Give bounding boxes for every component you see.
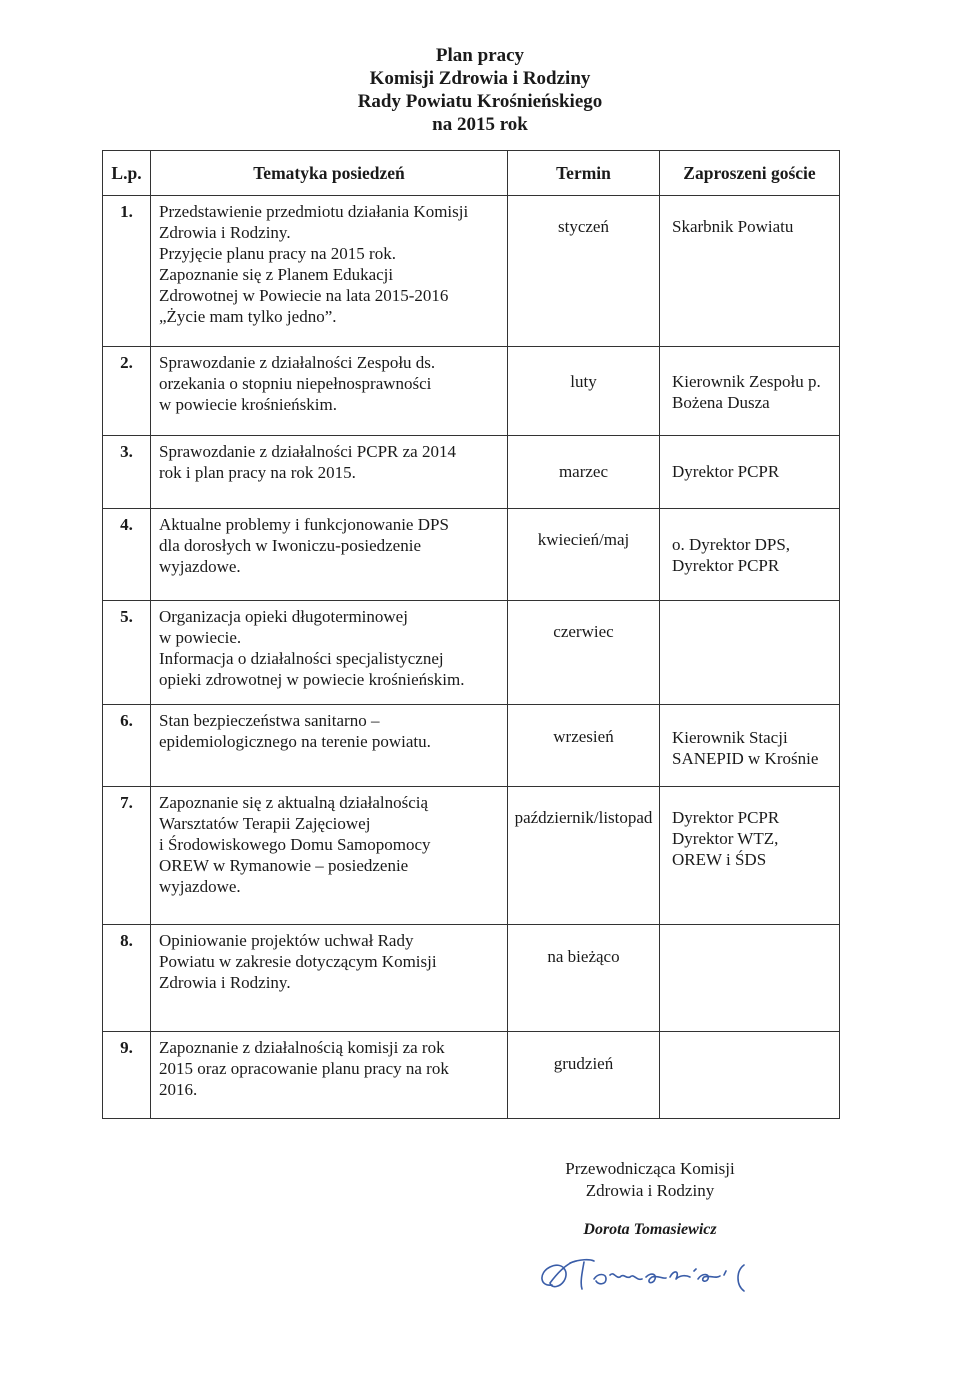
title-line-4: na 2015 rok <box>432 114 528 135</box>
table-row <box>103 347 840 436</box>
topic-line: Powiatu w zakresie dotyczącym Komisji <box>159 952 437 971</box>
header-lp: L.p. <box>103 151 151 196</box>
row-number: 4. <box>103 509 151 601</box>
topic-line: Przedstawienie przedmiotu działania Komisji <box>159 202 469 221</box>
topic-line: Aktualne problemy i funkcjonowanie DPS <box>159 515 449 534</box>
header-topic: Tematyka posiedzeń <box>151 151 508 196</box>
table-header-row <box>103 151 840 196</box>
row-guests <box>660 925 840 1032</box>
term-text: grudzień <box>553 1054 614 1073</box>
topic-line: 2015 oraz opracowanie planu pracy na rok <box>159 1059 449 1078</box>
signature-block <box>450 1158 850 1202</box>
topic-line: rok i plan pracy na rok 2015. <box>159 463 356 482</box>
topic-line: Opiniowanie projektów uchwał Rady <box>159 931 414 950</box>
topic-line: Stan bezpieczeństwa sanitarno – <box>159 711 380 730</box>
row-guests <box>660 436 840 509</box>
row-topic <box>151 787 508 925</box>
row-guests <box>660 509 840 601</box>
row-term <box>508 196 660 347</box>
term-text: luty <box>570 372 597 391</box>
guest-line: Kierownik Stacji <box>672 728 788 747</box>
table-row <box>103 705 840 787</box>
guest-line: o. Dyrektor DPS, <box>672 535 791 554</box>
signer-name: Dorota Tomasiewicz <box>583 1221 717 1238</box>
row-topic <box>151 601 508 705</box>
row-number: 7. <box>103 787 151 925</box>
topic-line: Zapoznanie z działalnością komisji za rok <box>159 1038 445 1057</box>
topic-line: Organizacja opieki długoterminowej <box>159 607 408 626</box>
row-number: 9. <box>103 1032 151 1119</box>
guest-line: Kierownik Zespołu p. <box>672 372 821 391</box>
row-guests <box>660 196 840 347</box>
row-topic <box>151 347 508 436</box>
row-term <box>508 705 660 787</box>
topic-line: Zdrowia i Rodziny. <box>159 223 291 242</box>
topic-line: Informacja o działalności specjalistycznej <box>159 649 444 668</box>
header-guests: Zaproszeni goście <box>660 151 840 196</box>
topic-line: opieki zdrowotnej w powiecie krośnieńskim. <box>159 670 465 689</box>
row-number: 5. <box>103 601 151 705</box>
guest-line: Skarbnik Powiatu <box>672 217 794 236</box>
work-plan-table <box>102 150 840 1119</box>
topic-line: epidemiologicznego na terenie powiatu. <box>159 732 431 751</box>
topic-line: Sprawozdanie z działalności PCPR za 2014 <box>159 442 456 461</box>
topic-line: w powiecie krośnieńskim. <box>159 395 337 414</box>
term-text: wrzesień <box>553 727 614 746</box>
row-term <box>508 436 660 509</box>
table-row <box>103 509 840 601</box>
guest-line: Bożena Dusza <box>672 393 770 412</box>
row-guests <box>660 347 840 436</box>
guest-line: OREW i ŚDS <box>672 850 767 869</box>
topic-line: Zdrowia i Rodziny. <box>159 973 291 992</box>
table-row <box>103 601 840 705</box>
title-line-1: Plan pracy <box>435 45 525 66</box>
term-text: październik/listopad <box>514 808 653 827</box>
topic-line: dla dorosłych w Iwoniczu-posiedzenie <box>159 536 421 555</box>
topic-line: Warsztatów Terapii Zajęciowej <box>159 814 371 833</box>
topic-line: Zapoznanie się z Planem Edukacji <box>159 265 394 284</box>
term-text: czerwiec <box>553 622 614 641</box>
signer-role-line-1: Przewodnicząca Komisji <box>565 1159 735 1178</box>
term-text: kwiecień/maj <box>537 530 630 549</box>
signer-role-line-2: Zdrowia i Rodziny <box>585 1181 715 1200</box>
topic-line: Sprawozdanie z działalności Zespołu ds. <box>159 353 436 372</box>
row-topic <box>151 1032 508 1119</box>
table-row <box>103 925 840 1032</box>
title-line-2: Komisji Zdrowia i Rodziny <box>369 68 591 89</box>
row-topic <box>151 196 508 347</box>
topic-line: 2016. <box>159 1080 198 1099</box>
row-guests <box>660 601 840 705</box>
topic-line: Zapoznanie się z aktualną działalnością <box>159 793 429 812</box>
header-term: Termin <box>508 151 660 196</box>
table-row <box>103 1032 840 1119</box>
topic-line: i Środowiskowego Domu Samopomocy <box>159 835 431 854</box>
row-term <box>508 347 660 436</box>
topic-line: wyjazdowe. <box>159 557 241 576</box>
row-guests <box>660 705 840 787</box>
row-number: 8. <box>103 925 151 1032</box>
guest-line: SANEPID w Krośnie <box>672 749 819 768</box>
row-topic <box>151 705 508 787</box>
row-guests <box>660 787 840 925</box>
row-term <box>508 925 660 1032</box>
row-topic <box>151 925 508 1032</box>
row-number: 2. <box>103 347 151 436</box>
guest-line: Dyrektor PCPR <box>672 808 780 827</box>
topic-line: OREW w Rymanowie – posiedzenie <box>159 856 409 875</box>
handwritten-signature <box>530 1245 790 1305</box>
table-row <box>103 196 840 347</box>
topic-line: wyjazdowe. <box>159 877 241 896</box>
guest-line: Dyrektor WTZ, <box>672 829 779 848</box>
row-topic <box>151 509 508 601</box>
topic-line: „Życie mam tylko jedno”. <box>159 307 337 326</box>
row-term <box>508 1032 660 1119</box>
topic-line: Przyjęcie planu pracy na 2015 rok. <box>159 244 396 263</box>
table-row <box>103 787 840 925</box>
row-term <box>508 787 660 925</box>
document-title <box>0 44 960 136</box>
row-topic <box>151 436 508 509</box>
row-term <box>508 509 660 601</box>
guest-line: Dyrektor PCPR <box>672 556 780 575</box>
topic-line: Zdrowotnej w Powiecie na lata 2015-2016 <box>159 286 449 305</box>
guest-line: Dyrektor PCPR <box>672 462 780 481</box>
term-text: na bieżąco <box>547 947 620 966</box>
row-term <box>508 601 660 705</box>
row-guests <box>660 1032 840 1119</box>
row-number: 6. <box>103 705 151 787</box>
table-row <box>103 436 840 509</box>
row-number: 3. <box>103 436 151 509</box>
topic-line: orzekania o stopniu niepełnosprawności <box>159 374 432 393</box>
topic-line: w powiecie. <box>159 628 242 647</box>
term-text: marzec <box>558 462 609 481</box>
term-text: styczeń <box>558 217 609 236</box>
row-number: 1. <box>103 196 151 347</box>
title-line-3: Rady Powiatu Krośnieńskiego <box>357 91 603 112</box>
